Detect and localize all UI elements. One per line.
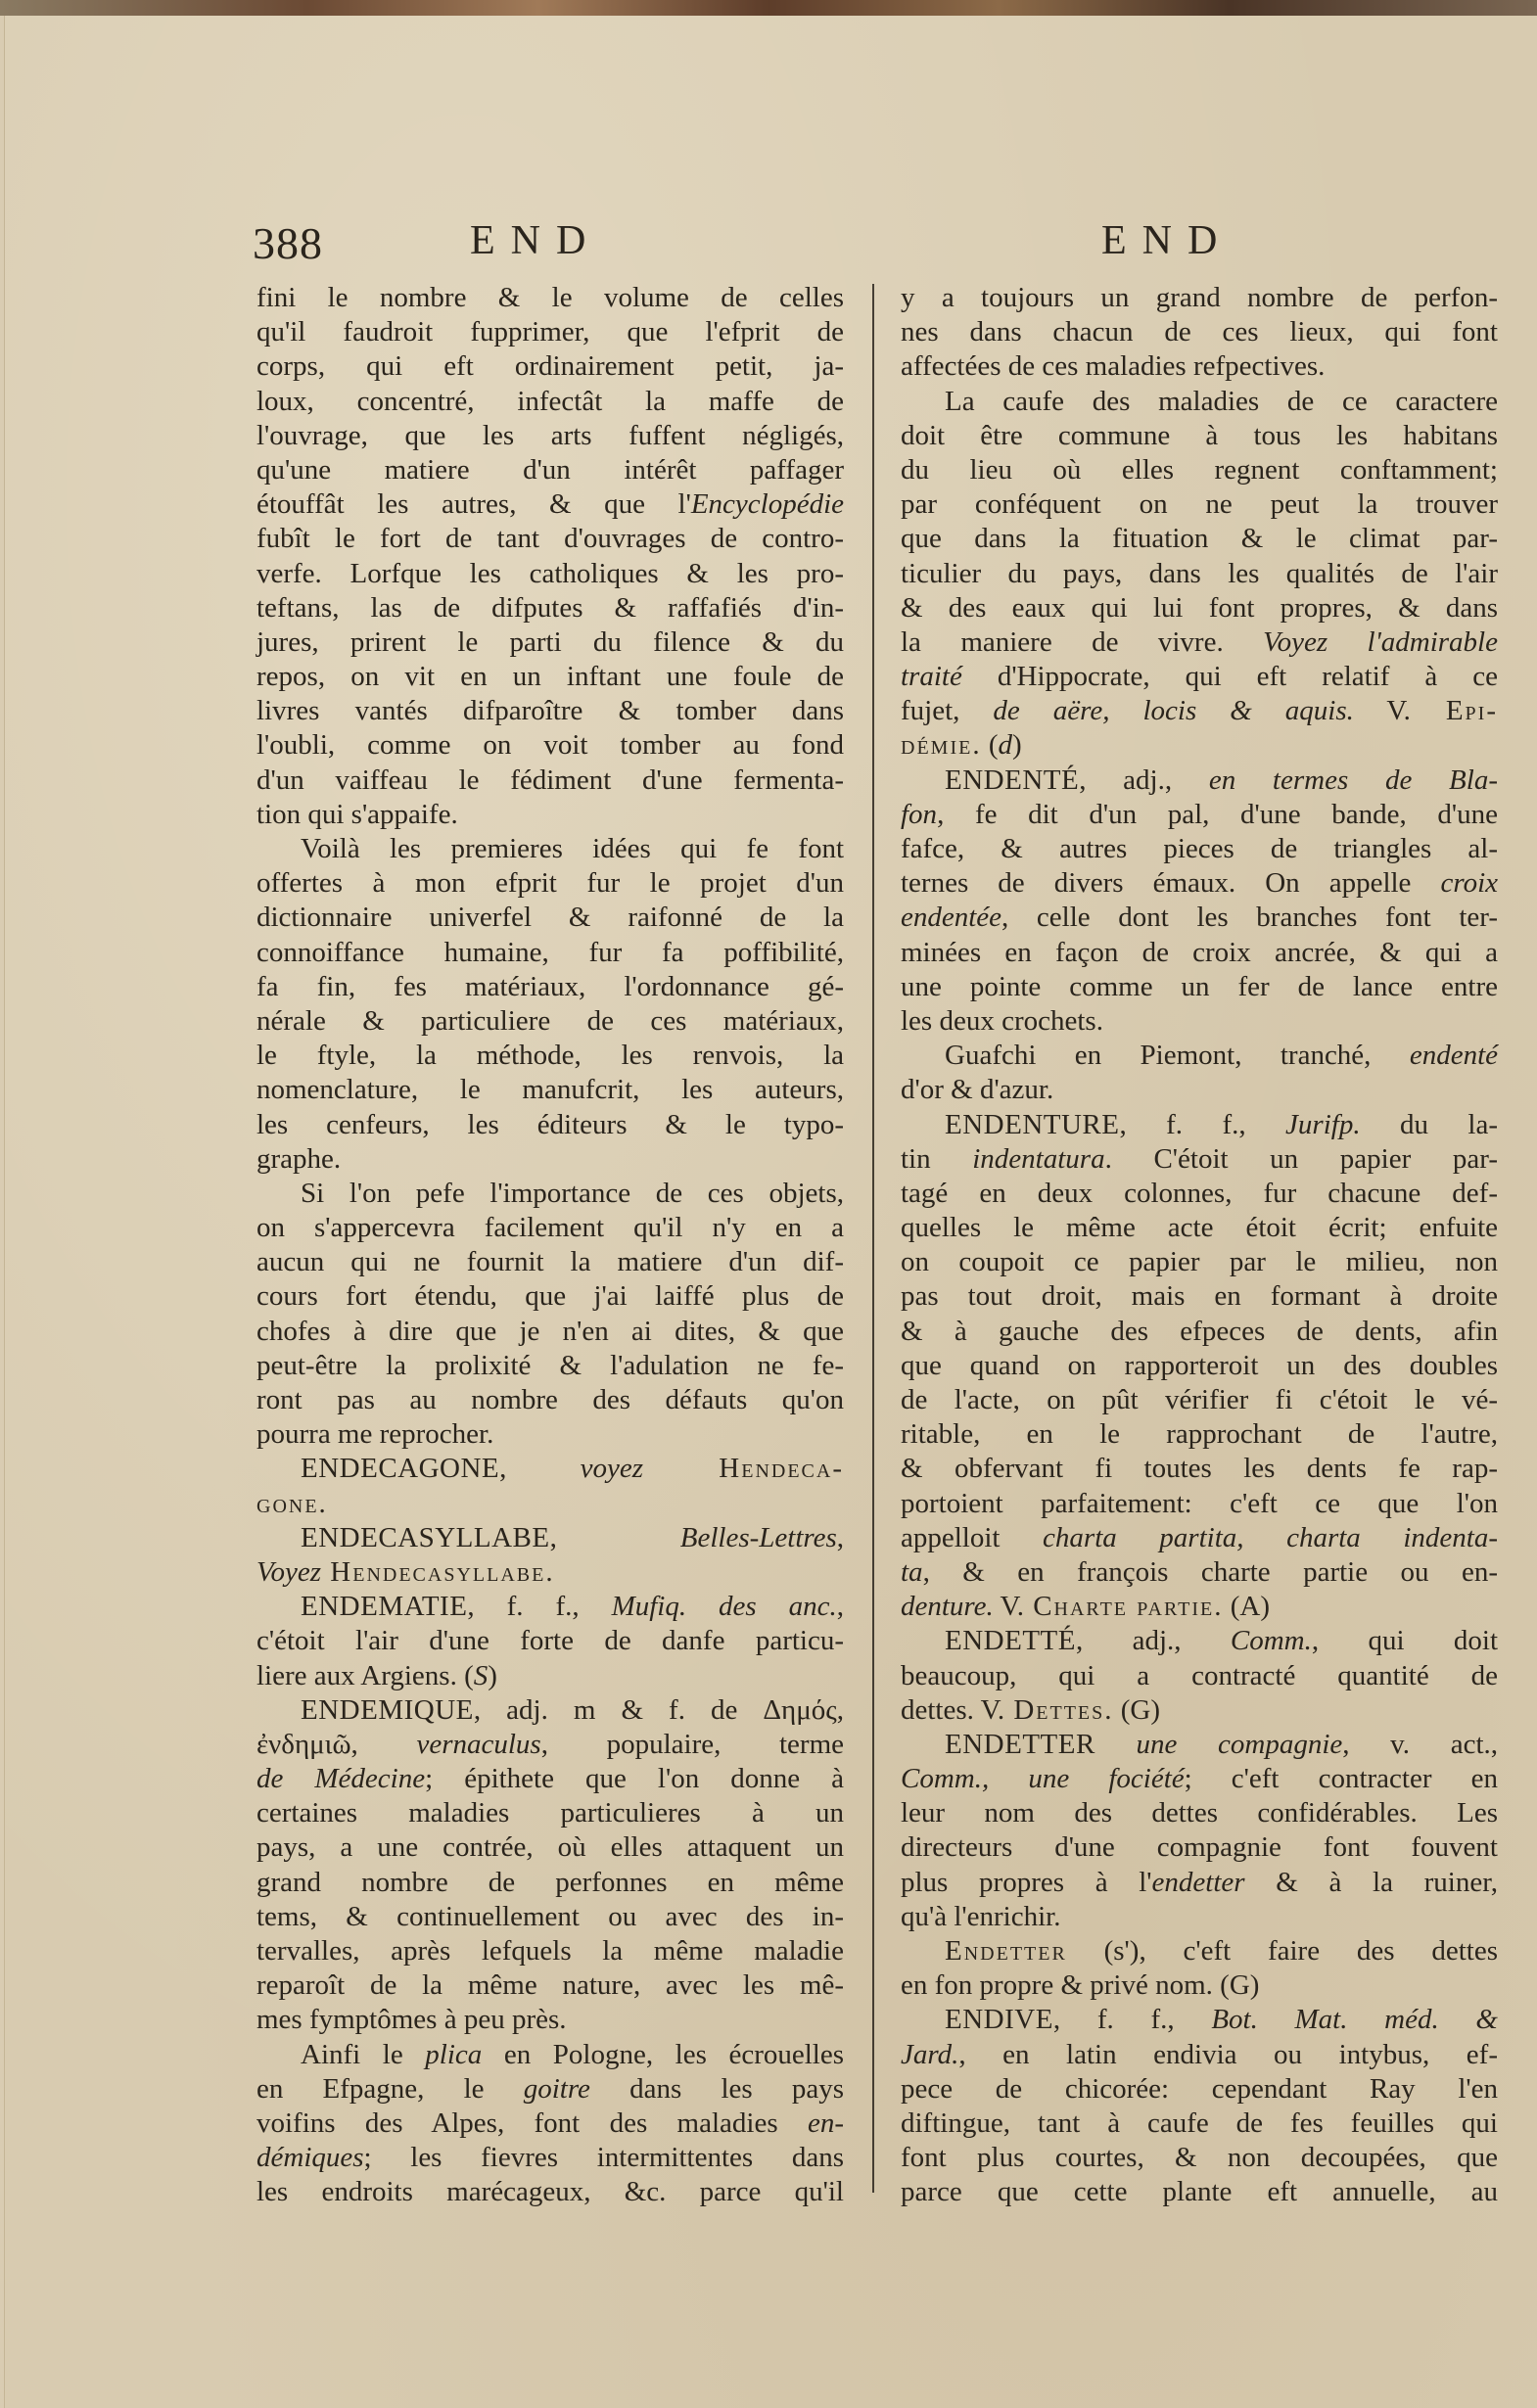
body-text [1095, 1729, 1137, 1760]
entry-headword: ENDEMATIE [301, 1591, 468, 1623]
text-line [256, 970, 844, 1004]
body-text: le ftyle, la méthode, les renvois, la [256, 1040, 844, 1072]
body-text: peut-être la prolixité & l'adulation ne fe- [256, 1349, 844, 1381]
body-text: ritable, en le rapprochant de l'autre, [901, 1418, 1498, 1451]
text-line [901, 522, 1498, 556]
column-divider [872, 284, 874, 2193]
text-line [901, 385, 1498, 419]
text-line [256, 1555, 844, 1590]
text-line [256, 1004, 844, 1039]
italic-text: croix [1440, 867, 1498, 900]
body-text: livres vantés difparoître & tomber dans [256, 695, 844, 727]
italic-text: Bot. Mat. méd. & [1211, 2004, 1498, 2036]
body-text: d'Hippocrate, qui eft relatif à ce [961, 661, 1498, 693]
text-line [256, 591, 844, 625]
small-caps-text: Endetter [945, 1935, 1067, 1967]
body-text: les deux crochets. [901, 1004, 1103, 1037]
page-header [0, 217, 1537, 276]
body-text: l'oubli, comme on voit tomber au fond [256, 729, 844, 762]
text-line [901, 1830, 1498, 1865]
body-text: portoient parfaitement: c'eft ce que l'on [901, 1487, 1498, 1519]
body-text: y a toujours un grand nombre de perfon- [901, 282, 1498, 313]
body-text: qu'il faudroit fupprimer, que l'efprit de [256, 316, 844, 348]
body-text: l'ouvrage, que les arts fuffent négligés, [256, 419, 844, 451]
text-line [901, 1659, 1498, 1693]
text-line [901, 1796, 1498, 1830]
text-line [256, 764, 844, 798]
text-line [256, 1934, 844, 1968]
text-line [256, 453, 844, 487]
italic-text: endetter [1151, 1866, 1245, 1898]
body-text: tagé en deux colonnes, fur chacune def- [901, 1177, 1498, 1209]
text-line [256, 866, 844, 901]
body-text: que quand on rapporteroit un des doubles [901, 1349, 1498, 1381]
body-text: tervalles, après lefquels la même maladie [256, 1935, 844, 1967]
italic-text: Belles-Lettres [679, 1521, 837, 1553]
body-text: , v. act., [1342, 1728, 1499, 1760]
text-line [901, 2107, 1498, 2141]
body-text: une pointe comme un fer de lance entre [901, 970, 1498, 1002]
italic-text: Voyez l'admirable [1263, 625, 1498, 658]
body-text: ternes de divers émaux. On appelle [901, 867, 1441, 900]
text-line [901, 798, 1498, 832]
body-text: nérale & particuliere de ces matériaux, [256, 1004, 844, 1037]
italic-text: plica [425, 2038, 483, 2070]
body-text: connoiffance humaine, fur fa poffibilité, [256, 936, 844, 968]
text-line [256, 625, 844, 660]
text-line [256, 2107, 844, 2141]
body-text: & obfervant fi toutes les dents fe rap- [901, 1453, 1498, 1485]
text-line [901, 557, 1498, 591]
body-text: loux, concentré, infectât la maffe de [256, 385, 844, 417]
text-line [256, 936, 844, 970]
italic-text: Voyez [256, 1555, 322, 1588]
body-text: fujet, [901, 695, 994, 727]
body-text: V. [993, 1591, 1024, 1623]
text-line [256, 1349, 844, 1383]
text-line [256, 901, 844, 935]
text-line [256, 1383, 844, 1417]
text-line [256, 1693, 844, 1728]
text-line [901, 1900, 1498, 1934]
text-line [901, 936, 1498, 970]
body-text: , [499, 1453, 581, 1485]
body-text: pays, a une contrée, où elles attaquent un [256, 1831, 844, 1864]
body-text: voifins des Alpes, font des maladies [256, 2107, 808, 2139]
small-caps-text: Dettes. [1004, 1693, 1114, 1726]
body-text: tion qui s'appaife. [256, 798, 458, 830]
text-line [256, 1968, 844, 2003]
small-caps-text: Hendecasyllabe. [321, 1555, 555, 1588]
text-line [901, 1968, 1498, 2003]
text-line [901, 1452, 1498, 1486]
entry-headword: ENDETTÉ [945, 1625, 1076, 1657]
text-line [256, 1900, 844, 1934]
text-line [256, 315, 844, 349]
body-text: , adj., [1079, 764, 1209, 796]
body-text: ; c'eft contracter en [1184, 1763, 1498, 1795]
italic-text: Jard. [901, 2038, 959, 2070]
text-line [901, 660, 1498, 694]
body-text: ticulier du pays, dans les qualités de l'air [901, 557, 1498, 589]
text-line [901, 1245, 1498, 1279]
text-line [901, 2175, 1498, 2209]
body-text: fubît le fort de tant d'ouvrages de contro- [256, 523, 844, 555]
body-text: , f. f., [467, 1591, 612, 1623]
text-line [256, 660, 844, 694]
body-text: ( [981, 729, 999, 762]
body-text: , adj. m & f. de Δημός, [473, 1693, 844, 1726]
text-line [256, 2038, 844, 2072]
text-line [901, 419, 1498, 453]
text-line [256, 1417, 844, 1452]
body-text: en Efpagne, le [256, 2072, 524, 2105]
small-caps-text: Epi- [1410, 695, 1498, 727]
body-text: jures, prirent le parti du filence & du [256, 625, 844, 658]
body-text: d'or & d'azur. [901, 1074, 1054, 1106]
body-text: cours fort étendu, que j'ai laiffé plus de [256, 1280, 844, 1313]
text-line [901, 1279, 1498, 1314]
body-text: directeurs d'une compagnie font fouvent [901, 1831, 1498, 1864]
text-line [256, 1521, 844, 1555]
text-line [256, 1245, 844, 1279]
body-text: ) [1012, 729, 1022, 762]
text-line [901, 832, 1498, 866]
body-text: La caufe des maladies de ce caractere [945, 385, 1498, 417]
body-text: (s'), c'eft faire des dettes [1066, 1935, 1498, 1967]
text-line [256, 1866, 844, 1900]
text-line [256, 1142, 844, 1177]
body-text: pas tout droit, mais en formant à droite [901, 1280, 1498, 1313]
body-text: diftingue, tant à caufe de fes feuilles qui [901, 2107, 1498, 2139]
text-line [256, 385, 844, 419]
body-text: fini le nombre & le volume de celles [256, 282, 844, 313]
text-line [256, 557, 844, 591]
body-text: de l'acte, on pût vérifier fi c'étoit le vé- [901, 1384, 1498, 1415]
body-text: dettes. V. [901, 1693, 1005, 1726]
body-text: Ainfi le [301, 2038, 426, 2070]
body-text: , populaire, terme [540, 1728, 845, 1760]
text-line [901, 764, 1498, 798]
body-text: leur nom des dettes confidérables. Les [901, 1797, 1498, 1829]
italic-text: vernaculus [416, 1728, 541, 1760]
text-line [901, 2003, 1498, 2037]
text-line [256, 694, 844, 728]
body-text: charte partie ou en- [1200, 1555, 1498, 1588]
body-text: qu'à l'enrichir. [901, 1900, 1061, 1932]
text-line [256, 2072, 844, 2107]
body-text: font plus courtes, & non decoupées, que [901, 2142, 1498, 2174]
text-line [901, 970, 1498, 1004]
body-text: , adj., [1075, 1625, 1231, 1657]
text-line [256, 349, 844, 384]
body-text: dans les pays [589, 2072, 844, 2105]
text-line [256, 487, 844, 522]
body-text: , f. f., [1052, 2004, 1212, 2036]
text-line [901, 1211, 1498, 1245]
text-line [256, 1796, 844, 1830]
text-line [901, 2038, 1498, 2072]
italic-text: Encyclopédie [690, 488, 844, 521]
text-line [256, 1039, 844, 1073]
body-text: . C'étoit un papier par- [1104, 1142, 1498, 1175]
body-text: mes fymptômes à peu près. [256, 2004, 567, 2036]
body-text: certaines maladies particulieres à un [256, 1797, 844, 1829]
text-line [901, 1108, 1498, 1142]
text-line [901, 1417, 1498, 1452]
body-text: que dans la fituation & le climat par- [901, 523, 1498, 555]
body-text: fafce, & autres pieces de triangles al- [901, 833, 1498, 864]
body-text: les cenfeurs, les éditeurs & le typo- [256, 1108, 844, 1140]
text-line [901, 1039, 1498, 1073]
small-caps-text: Charte partie. [1023, 1591, 1224, 1623]
body-text: fa fin, fes matériaux, l'ordonnance gé- [256, 970, 844, 1002]
body-text: & à la ruiner, [1244, 1866, 1498, 1898]
text-line [256, 419, 844, 453]
italic-text: voyez [580, 1453, 644, 1485]
text-line [256, 1315, 844, 1349]
small-caps-text: Hendeca- [643, 1453, 844, 1485]
italic-text: indentatura [972, 1142, 1105, 1175]
italic-text: charta partita, charta indenta- [1043, 1521, 1498, 1553]
entry-headword: ENDEMIQUE [301, 1693, 474, 1726]
body-text: verfe. Lorfque les catholiques & les pro- [256, 557, 844, 589]
text-line [901, 1487, 1498, 1521]
body-text: étouffât les autres, & que l' [256, 488, 691, 521]
italic-text: en termes de Bla- [1208, 764, 1498, 796]
body-text: qu'une matiere d'un intérêt paffager [256, 453, 844, 486]
body-text: plus propres à l' [901, 1866, 1152, 1898]
body-text: repos, on vit en un inftant une foule de [256, 661, 844, 693]
text-line [901, 728, 1498, 763]
text-line [256, 1659, 844, 1693]
running-head-left: END [470, 218, 602, 263]
entry-headword: ENDECASYLLABE [301, 1521, 550, 1553]
text-line [901, 1590, 1498, 1624]
body-text: (A) [1223, 1591, 1270, 1623]
body-text: la maniere de vivre. [901, 625, 1264, 658]
body-text: nomenclature, le manufcrit, les auteurs, [256, 1074, 844, 1106]
body-text: & des eaux qui lui font propres, & dans [901, 591, 1498, 624]
italic-text: de aëre, locis & aquis. [993, 695, 1354, 727]
body-text: parce que cette plante eft annuelle, au [901, 2176, 1498, 2208]
body-text: ἐνδημιῶ, [256, 1728, 417, 1760]
running-head-right: END [1101, 218, 1234, 263]
body-text: beaucoup, qui a contracté quantité de [901, 1659, 1498, 1691]
body-text: teftans, las de difputes & raffafiés d'in- [256, 591, 844, 624]
text-line [256, 798, 844, 832]
entry-headword: ENDENTÉ [945, 764, 1080, 796]
body-text: doit être commune à tous les habitans [901, 419, 1498, 451]
text-line [901, 866, 1498, 901]
italic-text: Comm. [1230, 1625, 1312, 1657]
body-text: , [549, 1521, 680, 1553]
left-column [256, 281, 844, 2210]
body-text: Voilà les premieres idées qui fe font [301, 833, 844, 864]
body-text: , fe dit d'un pal, d'une bande, d'une [937, 798, 1498, 830]
body-text: tin [901, 1142, 973, 1175]
entry-headword: ENDENTURE [945, 1108, 1120, 1140]
italic-text: une compagnie [1136, 1728, 1343, 1760]
text-line [256, 2141, 844, 2175]
text-line [901, 1521, 1498, 1555]
body-text: nes dans chacun de ces lieux, qui font [901, 316, 1498, 348]
entry-headword: ENDECAGONE [301, 1453, 500, 1485]
body-text: reparoît de la même nature, avec les mê- [256, 1969, 844, 2002]
italic-text: Comm., une fociété [901, 1763, 1185, 1795]
body-text: , & en françois [922, 1555, 1201, 1588]
text-line [256, 1830, 844, 1865]
italic-text: Mufiq. des anc. [611, 1591, 837, 1623]
text-line [901, 349, 1498, 384]
body-text: on coupoit ce papier par le milieu, non [901, 1246, 1498, 1278]
body-text: endivia ou intybus, ef- [1153, 2038, 1498, 2070]
text-line [256, 2003, 844, 2037]
text-line [256, 522, 844, 556]
text-line [901, 901, 1498, 935]
text-line [901, 281, 1498, 315]
body-text: , f. f., [1119, 1108, 1286, 1140]
text-line [901, 1934, 1498, 1968]
italic-text: S [473, 1659, 489, 1691]
italic-text: endenté [1409, 1040, 1498, 1072]
body-text: ; épithete que l'on donne à [425, 1763, 844, 1795]
body-text: on s'appercevra facilement qu'il n'y en a [256, 1212, 844, 1244]
text-line [901, 487, 1498, 522]
entry-headword: ENDIVE [945, 2004, 1053, 2036]
italic-text: traité [901, 661, 962, 693]
body-text: tems, & continuellement ou avec des in- [256, 1900, 844, 1932]
body-text: c'étoit l'air d'une forte de danfe particu- [256, 1625, 844, 1657]
text-line [901, 1762, 1498, 1796]
body-text: corps, qui eft ordinairement petit, ja- [256, 350, 844, 383]
book-edge [0, 0, 1537, 16]
text-line [901, 625, 1498, 660]
italic-text: en- [807, 2107, 844, 2139]
right-column [901, 281, 1498, 2210]
body-text: grand nombre de perfonnes en même [256, 1866, 844, 1898]
text-line [901, 1142, 1498, 1177]
body-text: aucun qui ne fournit la matiere d'un dif- [256, 1246, 844, 1278]
body-text: les endroits marécageux, &c. parce qu'il [256, 2176, 844, 2208]
text-line [256, 281, 844, 315]
text-line [901, 2072, 1498, 2107]
text-line [901, 1728, 1498, 1762]
body-text: d'un vaiffeau le fédiment d'une fermenta- [256, 764, 844, 796]
text-line [256, 1177, 844, 1211]
body-text: , [836, 1521, 844, 1553]
text-line [901, 1349, 1498, 1383]
body-text: pourra me reprocher. [256, 1418, 494, 1451]
text-line [901, 1073, 1498, 1107]
body-text: , en latin [958, 2038, 1154, 2070]
body-text: ; les fievres intermittentes dans [363, 2142, 844, 2174]
text-line [901, 1624, 1498, 1658]
text-line [256, 832, 844, 866]
italic-text: d [998, 729, 1012, 762]
body-text: appelloit [901, 1521, 1044, 1553]
text-line [901, 1693, 1498, 1728]
text-line [256, 728, 844, 763]
text-line [901, 591, 1498, 625]
text-line [901, 1177, 1498, 1211]
text-line [901, 1866, 1498, 1900]
italic-text: Jurifp. [1285, 1108, 1361, 1140]
body-text: du la- [1360, 1108, 1498, 1140]
italic-text: de Médecine [256, 1763, 426, 1795]
body-text: Si l'on pefe l'importance de ces objets, [301, 1177, 844, 1209]
text-line [256, 1762, 844, 1796]
entry-headword: ENDETTER [945, 1728, 1095, 1760]
body-text: Guafchi en Piemont, tranché, [945, 1040, 1410, 1072]
text-line [901, 1315, 1498, 1349]
body-text: , celle dont les branches font ter- [1001, 902, 1498, 934]
text-line [901, 1004, 1498, 1039]
text-line [901, 1383, 1498, 1417]
text-line [901, 2141, 1498, 2175]
body-text: graphe. [256, 1142, 342, 1175]
text-line [901, 315, 1498, 349]
text-line [901, 1555, 1498, 1590]
text-line [256, 2175, 844, 2209]
body-text: (G) [1113, 1693, 1161, 1726]
text-line [256, 1728, 844, 1762]
body-text: pece de chicorée: cependant Ray l'en [901, 2072, 1498, 2105]
text-line [256, 1279, 844, 1314]
text-line [256, 1590, 844, 1624]
body-text: minées en façon de croix ancrée, & qui a [901, 936, 1498, 968]
body-text: en fon propre & privé nom. (G) [901, 1969, 1260, 2002]
page-number: 388 [253, 218, 323, 268]
italic-text: endentée [901, 902, 1002, 934]
italic-text: ta [901, 1555, 923, 1588]
small-caps-text: démie. [901, 729, 982, 762]
body-text: du lieu où elles regnent conftamment; [901, 453, 1498, 486]
italic-text: démiques [256, 2142, 364, 2174]
body-text: V. [1353, 695, 1411, 727]
body-text: liere aux Argiens. ( [256, 1659, 474, 1691]
body-text: affectées de ces maladies refpectives. [901, 350, 1326, 383]
body-text: dictionnaire univerfel & raifonné de la [256, 902, 844, 934]
text-line [256, 1487, 844, 1521]
body-text: en Pologne, les écrouelles [482, 2038, 844, 2070]
body-text: quelles le même acte étoit écrit; enfuite [901, 1212, 1498, 1244]
text-line [901, 453, 1498, 487]
body-text: , [836, 1591, 844, 1623]
text-line [256, 1211, 844, 1245]
text-line [256, 1452, 844, 1486]
body-text: offertes à mon efprit fur le projet d'un [256, 867, 844, 900]
text-line [256, 1073, 844, 1107]
body-text: ront pas au nombre des défauts qu'on [256, 1384, 844, 1415]
italic-text: fon [901, 798, 938, 830]
body-text: & à gauche des efpeces de dents, afin [901, 1315, 1498, 1347]
italic-text: denture. [901, 1591, 994, 1623]
text-line [256, 1624, 844, 1658]
text-line [901, 694, 1498, 728]
body-text: , qui doit [1311, 1625, 1498, 1657]
text-line [256, 1108, 844, 1142]
small-caps-text: gone. [256, 1487, 328, 1519]
body-text: ) [488, 1659, 497, 1691]
body-text: chofes à dire que je n'en ai dites, & que [256, 1315, 844, 1347]
italic-text: goitre [523, 2072, 590, 2105]
body-text: par conféquent on ne peut la trouver [901, 488, 1498, 521]
